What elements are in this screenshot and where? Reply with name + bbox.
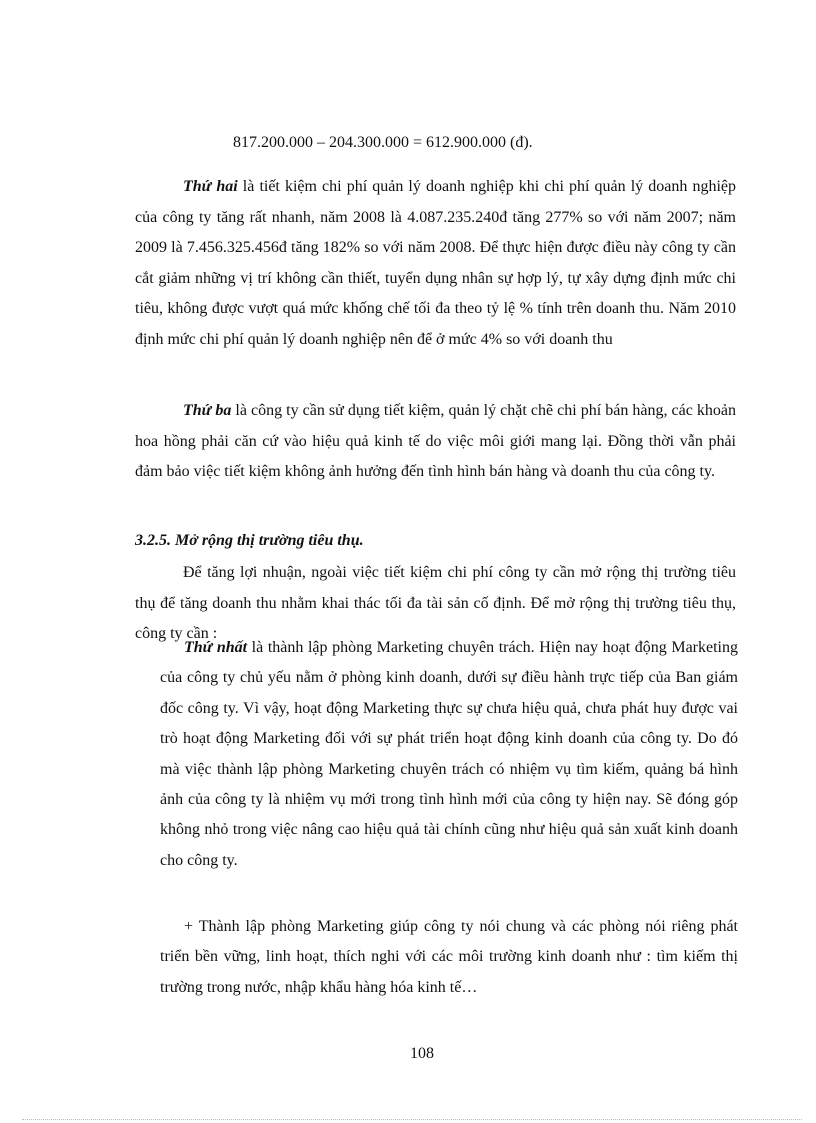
paragraph-lead: Thứ ba — [183, 402, 232, 419]
paragraph-bullet: + Thành lập phòng Marketing giúp công ty nói chung và các phòng nói riêng phát triển bền vững, linh hoạt, thích nghi với các môi trường kinh doanh như : tìm kiếm thị trường trong nước, nhập khẩu hàng hóa kinh tế… — [160, 918, 738, 996]
paragraph-thu-ba — [135, 396, 736, 488]
paragraph-thu-hai — [135, 172, 736, 356]
paragraph-lead: Thứ nhất — [184, 639, 248, 656]
paragraph-thu-nhat — [160, 633, 738, 876]
page-bottom-divider — [22, 1119, 802, 1120]
paragraph-lead: Thứ hai — [183, 178, 238, 195]
paragraph-text: là công ty cần sử dụng tiết kiệm, quản lý chặt chẽ chi phí bán hàng, các khoản hoa hồng phải căn cứ vào hiệu quả kinh tế do việc môi giới mang lại. Đồng thời vẫn phải đảm bảo việc tiết kiệm không ảnh hưởng đến tình hình bán hàng và doanh thu của công ty. — [135, 402, 737, 481]
page-number: 108 — [410, 1045, 434, 1062]
paragraph-intro: Để tăng lợi nhuận, ngoài việc tiết kiệm chi phí công ty cần mở rộng thị trường tiêu thụ để tăng doanh thu nhằm khai thác tối đa tài sản cố định. Để mở rộng thị trường tiêu thụ, công ty cần : — [135, 564, 736, 643]
paragraph-text: là thành lập phòng Marketing chuyên trách. Hiện nay hoạt động Marketing của công ty chủ yếu nằm ở phòng kinh doanh, dưới sự điều hành trực tiếp của Ban giám đốc công ty. Vì vậy, hoạt động Marketing thực sự chưa hiệu quả, chưa phát huy được vai trò hoạt động Marketing đối với sự phát triển hoạt động kinh doanh của công ty. Do đó mà việc thành lập phòng Marketing chuyên trách có nhiệm vụ tìm kiếm, quảng bá hình ảnh của công ty là nhiệm vụ mới trong tình hình mới của công ty hiện nay. Sẽ đóng góp không nhỏ trong việc nâng cao hiệu quả tài chính cũng như hiệu quả sản xuất kinh doanh cho công ty. — [160, 639, 738, 869]
paragraph-text: là tiết kiệm chi phí quản lý doanh nghiệp khi chi phí quản lý doanh nghiệp của công ty tăng rất nhanh, năm 2008 là 4.087.235.240đ tăng 277% so với năm 2007; năm 2009 là 7.456.325.456đ tăng 182% so với năm 2008. Để thực hiện được điều này công ty cần cắt giảm những vị trí không cần thiết, tuyển dụng nhân sự hợp lý, tự xây dựng định mức chi tiêu, không được vượt quá mức khống chế tối đa theo tỷ lệ % tính trên doanh thu. Năm 2010 định mức chi phí quản lý doanh nghiệp nên để ở mức 4% so với doanh thu — [135, 178, 736, 348]
section-heading: 3.2.5. Mở rộng thị trường tiêu thụ. — [135, 532, 364, 549]
calculation-formula: 817.200.000 – 204.300.000 = 612.900.000 (đ). — [233, 134, 533, 151]
